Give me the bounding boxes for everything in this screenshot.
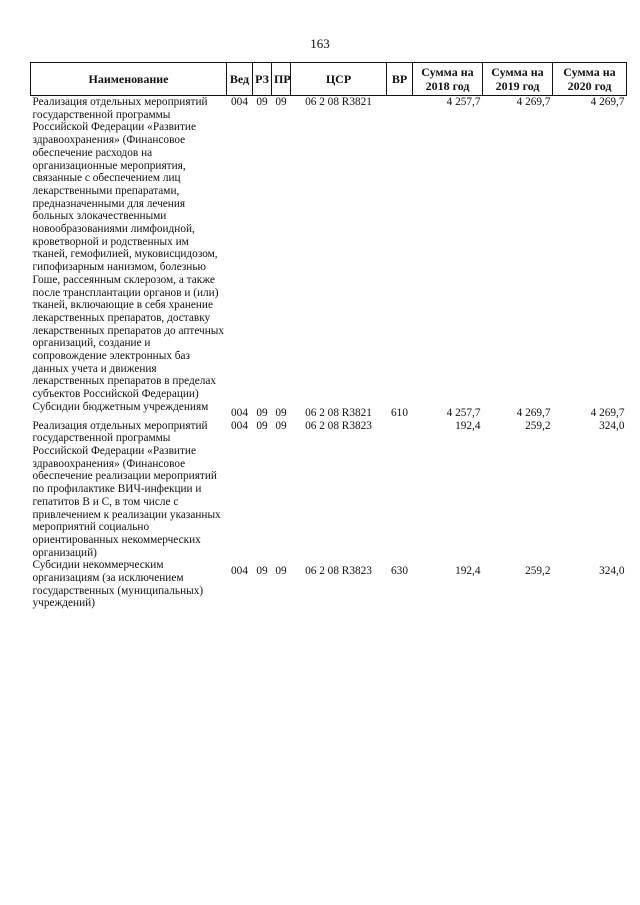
row-rz: 09 <box>256 96 268 108</box>
row-pr: 09 <box>275 406 287 419</box>
row-ved: 004 <box>231 419 248 432</box>
header-csr: ЦСР <box>291 63 387 96</box>
header-vr: ВР <box>387 63 413 96</box>
row-ved: 004 <box>231 565 248 578</box>
row-vr <box>387 420 413 560</box>
row-vr: 630 <box>391 565 408 578</box>
row-sum-2019: 259,2 <box>525 565 551 578</box>
row-name: Реализация отдельных мероприятий государственной программы Российской Федерации «Развитие здравоохранения» (Финансовое обеспечение расходов на организационные мероприятия, связанные с обеспечением лиц лекарственными препаратами, предназначенными для лечения больных злокачественными новообразованиями лимфоидной, кроветворной и родственных им тканей, гемофилией, муковисцидозом, гипофизарным нанизмом, болезнью Гоше, рассеянным склерозом, а также после трансплантации органов и (или) тканей, включающие в себя хранение лекарственных препаратов, доставку лекарственных препаратов до аптечных организаций, создание и сопровождение электронных баз данных учета и движения лекарственных препаратов в пределах субъектов Российской Федерации) <box>32 96 225 401</box>
row-sum-2020: 324,0 <box>599 419 625 432</box>
row-csr: 06 2 08 R3821 <box>305 406 372 419</box>
row-rz: 09 <box>256 565 268 578</box>
row-sum-2019: 4 269,7 <box>516 406 551 419</box>
row-pr: 09 <box>275 96 287 108</box>
row-rz: 09 <box>256 419 268 432</box>
row-csr: 06 2 08 R3823 <box>305 565 372 578</box>
header-rz: РЗ <box>253 63 272 96</box>
header-name: Наименование <box>31 63 227 96</box>
row-sum-2019: 259,2 <box>525 419 551 432</box>
header-sum-2019: Сумма на 2019 год <box>483 63 553 96</box>
header-sum-2020: Сумма на 2020 год <box>553 63 627 96</box>
budget-table <box>30 62 627 610</box>
page-number: 163 <box>310 36 330 51</box>
row-sum-2020: 324,0 <box>599 565 625 578</box>
row-name: Реализация отдельных мероприятий государственной программы Российской Федерации «Развитие здравоохранения» (Финансовое обеспечение реализации мероприятий по профилактике ВИЧ-инфекции и гепатитов В и С, в том числе с привлечением к реализации указанных мероприятий социально ориентированных некоммерческих организаций) <box>32 419 221 559</box>
row-name: Субсидии бюджетным учреждениям <box>32 400 209 413</box>
row-name: Субсидии некоммерческим организациям (за исключением государственных (муниципальных) учреждений) <box>32 559 204 610</box>
table-row <box>31 559 627 610</box>
table-row <box>31 420 627 560</box>
row-csr: 06 2 08 R3821 <box>305 96 372 108</box>
row-ved: 004 <box>231 96 248 108</box>
table-header <box>31 63 627 96</box>
row-ved: 004 <box>231 406 248 419</box>
row-rz: 09 <box>256 406 268 419</box>
row-vr <box>387 96 413 401</box>
row-vr: 610 <box>391 406 408 419</box>
row-sum-2020: 4 269,7 <box>590 96 625 108</box>
row-pr: 09 <box>275 565 287 578</box>
row-pr: 09 <box>275 419 287 432</box>
table-row <box>31 401 627 420</box>
row-sum-2019: 4 269,7 <box>516 96 551 108</box>
table-row <box>31 96 627 401</box>
header-ved: Вед <box>227 63 253 96</box>
row-csr: 06 2 08 R3823 <box>305 419 372 432</box>
row-sum-2018: 4 257,7 <box>446 96 481 108</box>
row-sum-2020: 4 269,7 <box>590 406 625 419</box>
header-pr: ПР <box>272 63 291 96</box>
row-sum-2018: 192,4 <box>455 565 481 578</box>
row-sum-2018: 4 257,7 <box>446 406 481 419</box>
header-sum-2018: Сумма на 2018 год <box>413 63 483 96</box>
row-sum-2018: 192,4 <box>455 419 481 432</box>
